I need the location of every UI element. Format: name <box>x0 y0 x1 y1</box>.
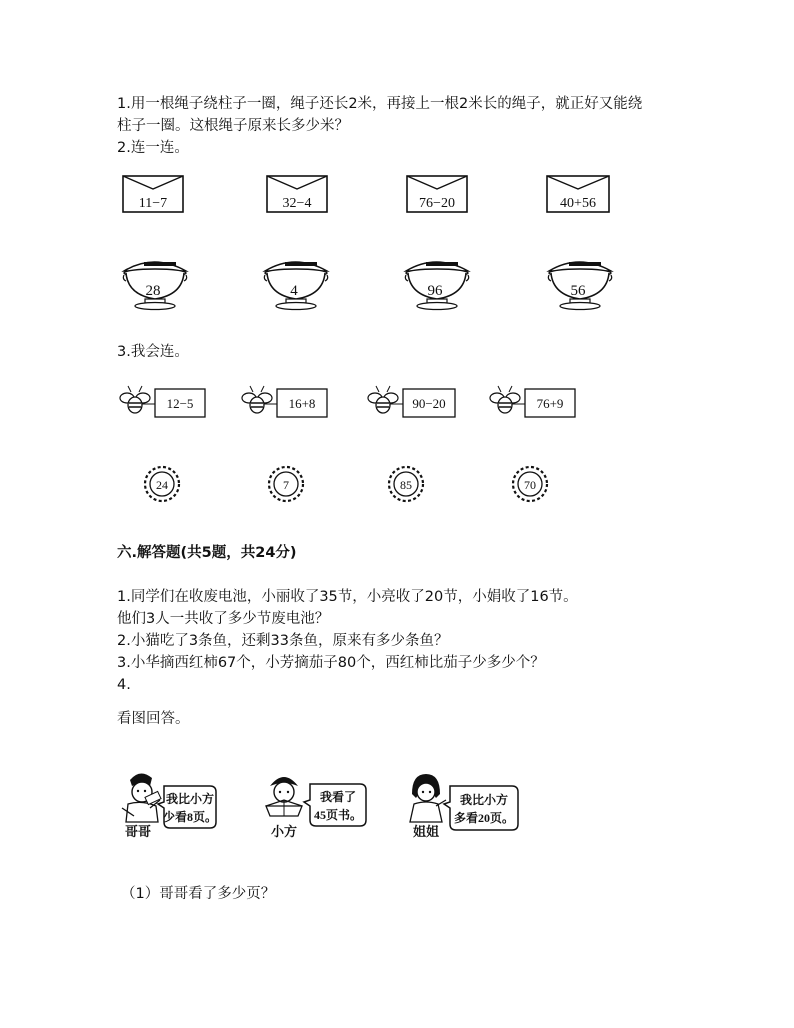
boy-figure <box>122 773 161 822</box>
flower-3-text: 85 <box>400 478 412 492</box>
envelope-3 <box>407 176 467 212</box>
character-1-bubble-line-1: 我比小方 <box>165 792 215 806</box>
character-gege <box>122 773 217 839</box>
bowl-4 <box>548 262 611 310</box>
bee-4 <box>490 386 575 417</box>
q2-title: 2.连一连。 <box>117 140 189 156</box>
envelope-row <box>0 168 794 218</box>
envelope-1 <box>123 176 183 212</box>
character-2-bubble-line-1: 我看了 <box>319 790 357 804</box>
flower-1-text: 24 <box>156 478 168 492</box>
bee-2-text: 16+8 <box>288 396 316 411</box>
bee-3 <box>368 386 455 417</box>
bee-1 <box>120 386 205 417</box>
character-3-bubble-line-1: 我比小方 <box>459 793 509 807</box>
q1-line-2: 柱子一圈。这根绳子原来长多少米？ <box>117 118 349 134</box>
bee-icon <box>120 386 155 413</box>
bowl-1-text: 28 <box>145 283 161 299</box>
problem-4: 4. <box>117 677 131 693</box>
bee-icon <box>368 386 403 413</box>
character-2-bubble-line-2: 45页书。 <box>313 808 363 822</box>
characters-illustration <box>0 764 794 844</box>
bowl-3 <box>405 262 468 310</box>
envelope-2 <box>267 176 327 212</box>
bowl-row <box>0 255 794 315</box>
bee-2 <box>242 386 327 417</box>
bowl-3-text: 96 <box>427 283 443 299</box>
flower-3 <box>389 467 423 501</box>
subquestion-1: （1）哥哥看了多少页？ <box>121 886 276 902</box>
flower-1 <box>145 467 179 501</box>
character-3-bubble-line-2: 多看20页。 <box>453 811 515 825</box>
bee-icon <box>490 386 525 413</box>
q3-title: 3.我会连。 <box>117 344 189 360</box>
section-heading: 六.解答题(共5题，共24分) <box>117 545 297 561</box>
flower-2 <box>269 467 303 501</box>
envelope-2-text: 32−4 <box>282 196 312 211</box>
character-2-name: 小方 <box>270 824 298 839</box>
bowl-2-text: 4 <box>290 283 298 299</box>
flower-row <box>0 464 794 504</box>
envelope-4 <box>547 176 609 212</box>
bee-row <box>0 380 794 422</box>
problem-1-line-2: 他们3人一共收了多少节废电池？ <box>117 611 330 627</box>
bee-icon <box>242 386 277 413</box>
envelope-4-text: 40+56 <box>560 196 596 211</box>
girl-figure <box>410 774 446 822</box>
character-jiejie <box>410 774 518 839</box>
character-xiaofang <box>266 777 366 839</box>
bee-4-text: 76+9 <box>536 396 564 411</box>
problem-3: 3.小华摘西红柿67个，小芳摘茄子80个，西红柿比茄子少多少个？ <box>117 655 545 671</box>
bowl-1 <box>123 262 186 310</box>
problem-1-line-1: 1.同学们在收废电池，小丽收了35节，小亮收了20节，小娟收了16节。 <box>117 589 578 605</box>
bee-3-text: 90−20 <box>412 396 446 411</box>
bowl-2 <box>264 262 327 310</box>
envelope-1-text: 11−7 <box>138 196 168 211</box>
envelope-3-text: 76−20 <box>419 196 455 211</box>
bee-1-text: 12−5 <box>166 396 194 411</box>
child-figure <box>266 777 302 816</box>
problem-4-instruction: 看图回答。 <box>117 711 190 727</box>
flower-4 <box>513 467 547 501</box>
q1-line-1: 1.用一根绳子绕柱子一圈，绳子还长2米，再接上一根2米长的绳子，就正好又能绕 <box>117 96 643 112</box>
bowl-4-text: 56 <box>570 283 586 299</box>
character-1-bubble-line-2: 少看8页。 <box>162 810 218 824</box>
character-1-name: 哥哥 <box>124 824 152 839</box>
flower-2-text: 7 <box>283 478 289 492</box>
flower-4-text: 70 <box>524 478 536 492</box>
character-3-name: 姐姐 <box>412 824 440 839</box>
problem-2: 2.小猫吃了3条鱼，还剩33条鱼，原来有多少条鱼？ <box>117 633 449 649</box>
